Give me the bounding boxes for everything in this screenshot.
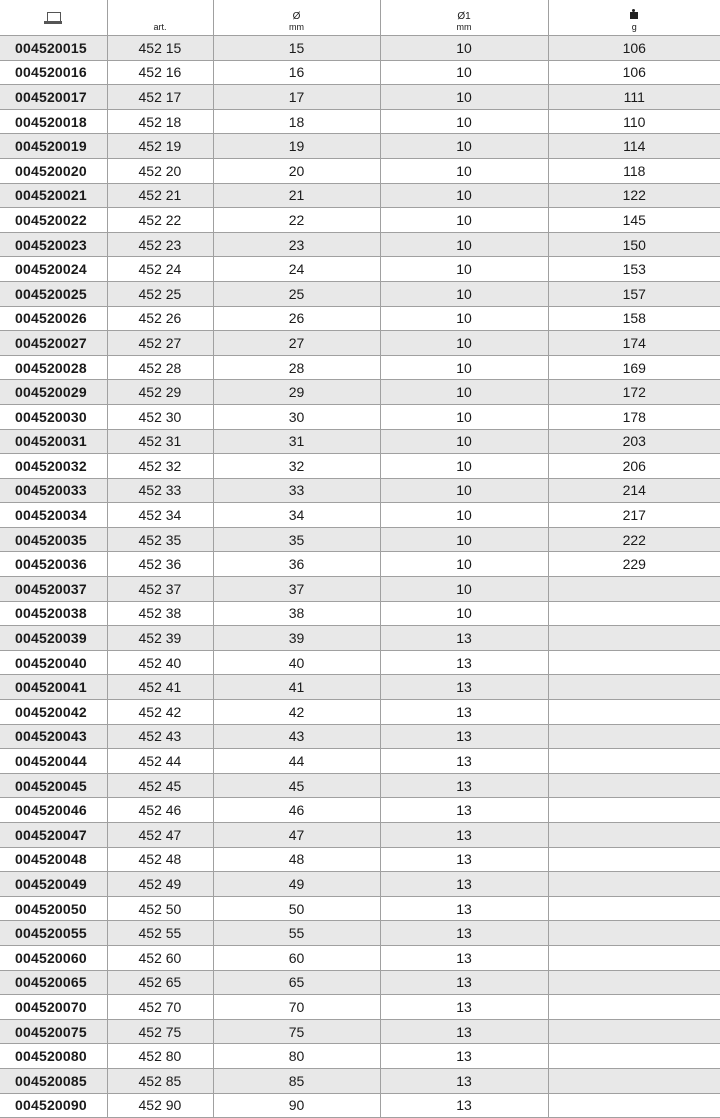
table-row (0, 872, 720, 897)
cell-code: 004520031 (0, 429, 107, 454)
cell-diameter1: 10 (380, 527, 548, 552)
cell-code: 004520023 (0, 232, 107, 257)
cell-code: 004520070 (0, 995, 107, 1020)
table-row (0, 650, 720, 675)
cell-diameter1: 13 (380, 700, 548, 725)
header-row (0, 0, 720, 36)
table-row (0, 454, 720, 479)
header-diameter-symbol: Ø (214, 11, 380, 22)
cell-diameter: 35 (213, 527, 380, 552)
cell-diameter: 90 (213, 1093, 380, 1118)
header-weight (548, 0, 720, 36)
cell-diameter: 25 (213, 281, 380, 306)
cell-code: 004520041 (0, 675, 107, 700)
cell-diameter: 60 (213, 945, 380, 970)
cell-art: 452 90 (107, 1093, 213, 1118)
cell-weight: 122 (548, 183, 720, 208)
table-body (0, 36, 720, 1118)
cell-code: 004520022 (0, 208, 107, 233)
cell-code: 004520038 (0, 601, 107, 626)
cell-weight (548, 700, 720, 725)
cell-diameter: 15 (213, 36, 380, 61)
cell-weight: 118 (548, 158, 720, 183)
cell-weight (548, 650, 720, 675)
cell-code: 004520027 (0, 331, 107, 356)
cell-diameter1: 13 (380, 1019, 548, 1044)
cell-diameter1: 10 (380, 183, 548, 208)
cell-code: 004520048 (0, 847, 107, 872)
cell-diameter1: 10 (380, 577, 548, 602)
cell-art: 452 43 (107, 724, 213, 749)
cell-weight: 229 (548, 552, 720, 577)
cell-diameter: 45 (213, 773, 380, 798)
cell-art: 452 27 (107, 331, 213, 356)
cell-diameter1: 13 (380, 1068, 548, 1093)
cell-weight (548, 626, 720, 651)
cell-code: 004520028 (0, 355, 107, 380)
cell-weight: 217 (548, 503, 720, 528)
cell-art: 452 32 (107, 454, 213, 479)
cell-diameter: 46 (213, 798, 380, 823)
cell-diameter: 34 (213, 503, 380, 528)
cell-code: 004520042 (0, 700, 107, 725)
cell-diameter: 85 (213, 1068, 380, 1093)
cell-diameter: 49 (213, 872, 380, 897)
cell-weight (548, 995, 720, 1020)
table-row (0, 109, 720, 134)
table-row (0, 724, 720, 749)
cell-diameter: 55 (213, 921, 380, 946)
cell-diameter: 31 (213, 429, 380, 454)
cell-diameter1: 10 (380, 85, 548, 110)
table-row (0, 970, 720, 995)
cell-diameter1: 13 (380, 1044, 548, 1069)
cell-art: 452 29 (107, 380, 213, 405)
cell-art: 452 33 (107, 478, 213, 503)
cell-code: 004520046 (0, 798, 107, 823)
table-row (0, 232, 720, 257)
cell-code: 004520020 (0, 158, 107, 183)
cell-diameter: 16 (213, 60, 380, 85)
table-row (0, 896, 720, 921)
cell-weight (548, 970, 720, 995)
cell-weight: 150 (548, 232, 720, 257)
cell-code: 004520060 (0, 945, 107, 970)
table-row (0, 503, 720, 528)
cell-weight: 174 (548, 331, 720, 356)
cell-weight (548, 773, 720, 798)
cell-weight (548, 921, 720, 946)
cell-diameter: 17 (213, 85, 380, 110)
cell-weight: 214 (548, 478, 720, 503)
cell-weight: 157 (548, 281, 720, 306)
cell-weight: 114 (548, 134, 720, 159)
cell-code: 004520043 (0, 724, 107, 749)
cell-code: 004520021 (0, 183, 107, 208)
cell-diameter: 24 (213, 257, 380, 282)
cell-diameter: 20 (213, 158, 380, 183)
cell-code: 004520018 (0, 109, 107, 134)
table-row (0, 773, 720, 798)
cell-diameter: 19 (213, 134, 380, 159)
cell-art: 452 35 (107, 527, 213, 552)
cell-code: 004520024 (0, 257, 107, 282)
cell-weight: 106 (548, 36, 720, 61)
cell-diameter: 75 (213, 1019, 380, 1044)
cell-art: 452 47 (107, 823, 213, 848)
computer-icon (44, 12, 62, 24)
cell-weight: 110 (548, 109, 720, 134)
table-row (0, 158, 720, 183)
cell-diameter1: 10 (380, 281, 548, 306)
cell-art: 452 65 (107, 970, 213, 995)
cell-weight: 172 (548, 380, 720, 405)
cell-weight (548, 896, 720, 921)
cell-diameter1: 13 (380, 823, 548, 848)
cell-code: 004520075 (0, 1019, 107, 1044)
cell-diameter: 65 (213, 970, 380, 995)
cell-weight (548, 1093, 720, 1118)
table-row (0, 85, 720, 110)
cell-code: 004520033 (0, 478, 107, 503)
table-header (0, 0, 720, 36)
cell-code: 004520080 (0, 1044, 107, 1069)
cell-weight (548, 945, 720, 970)
cell-weight: 222 (548, 527, 720, 552)
table-row (0, 823, 720, 848)
cell-weight: 153 (548, 257, 720, 282)
cell-code: 004520040 (0, 650, 107, 675)
table-row (0, 1044, 720, 1069)
cell-art: 452 17 (107, 85, 213, 110)
cell-diameter1: 13 (380, 970, 548, 995)
table-row (0, 429, 720, 454)
table-row (0, 675, 720, 700)
cell-art: 452 24 (107, 257, 213, 282)
cell-diameter: 29 (213, 380, 380, 405)
cell-weight (548, 1019, 720, 1044)
cell-code: 004520037 (0, 577, 107, 602)
cell-art: 452 34 (107, 503, 213, 528)
cell-code: 004520049 (0, 872, 107, 897)
cell-diameter1: 13 (380, 1093, 548, 1118)
cell-art: 452 22 (107, 208, 213, 233)
cell-code: 004520039 (0, 626, 107, 651)
cell-code: 004520047 (0, 823, 107, 848)
cell-art: 452 44 (107, 749, 213, 774)
cell-diameter1: 10 (380, 158, 548, 183)
cell-diameter1: 13 (380, 896, 548, 921)
cell-diameter: 21 (213, 183, 380, 208)
cell-diameter: 26 (213, 306, 380, 331)
cell-diameter1: 10 (380, 552, 548, 577)
cell-weight (548, 847, 720, 872)
cell-code: 004520034 (0, 503, 107, 528)
cell-art: 452 45 (107, 773, 213, 798)
cell-weight: 106 (548, 60, 720, 85)
cell-diameter1: 10 (380, 380, 548, 405)
cell-art: 452 42 (107, 700, 213, 725)
cell-diameter: 33 (213, 478, 380, 503)
table-row (0, 134, 720, 159)
cell-diameter1: 13 (380, 872, 548, 897)
cell-diameter: 43 (213, 724, 380, 749)
table-row (0, 798, 720, 823)
table-row (0, 1068, 720, 1093)
cell-diameter: 38 (213, 601, 380, 626)
cell-diameter1: 13 (380, 847, 548, 872)
cell-code: 004520030 (0, 404, 107, 429)
table-row (0, 257, 720, 282)
cell-code: 004520044 (0, 749, 107, 774)
cell-code: 004520090 (0, 1093, 107, 1118)
cell-diameter: 44 (213, 749, 380, 774)
cell-weight: 203 (548, 429, 720, 454)
table-row (0, 626, 720, 651)
cell-weight: 169 (548, 355, 720, 380)
table-row (0, 281, 720, 306)
cell-code: 004520017 (0, 85, 107, 110)
cell-diameter: 80 (213, 1044, 380, 1069)
table-row (0, 527, 720, 552)
cell-diameter1: 10 (380, 429, 548, 454)
cell-weight (548, 1068, 720, 1093)
cell-diameter: 37 (213, 577, 380, 602)
cell-diameter1: 13 (380, 773, 548, 798)
cell-diameter1: 10 (380, 60, 548, 85)
cell-art: 452 21 (107, 183, 213, 208)
header-code (0, 0, 107, 36)
table-row (0, 331, 720, 356)
cell-weight (548, 577, 720, 602)
cell-diameter1: 13 (380, 995, 548, 1020)
cell-diameter: 22 (213, 208, 380, 233)
table-row (0, 601, 720, 626)
cell-diameter1: 13 (380, 921, 548, 946)
cell-diameter: 70 (213, 995, 380, 1020)
cell-diameter1: 13 (380, 798, 548, 823)
cell-code: 004520019 (0, 134, 107, 159)
cell-diameter: 18 (213, 109, 380, 134)
cell-art: 452 28 (107, 355, 213, 380)
cell-diameter: 48 (213, 847, 380, 872)
cell-art: 452 60 (107, 945, 213, 970)
header-diameter (213, 0, 380, 36)
cell-art: 452 75 (107, 1019, 213, 1044)
cell-weight: 145 (548, 208, 720, 233)
cell-diameter: 32 (213, 454, 380, 479)
cell-diameter1: 10 (380, 306, 548, 331)
cell-art: 452 41 (107, 675, 213, 700)
cell-diameter: 50 (213, 896, 380, 921)
table-row (0, 577, 720, 602)
cell-diameter1: 10 (380, 601, 548, 626)
table-row (0, 36, 720, 61)
table-row (0, 355, 720, 380)
cell-diameter1: 10 (380, 478, 548, 503)
cell-art: 452 80 (107, 1044, 213, 1069)
cell-art: 452 85 (107, 1068, 213, 1093)
cell-art: 452 37 (107, 577, 213, 602)
cell-art: 452 50 (107, 896, 213, 921)
cell-diameter: 28 (213, 355, 380, 380)
cell-diameter1: 10 (380, 404, 548, 429)
cell-art: 452 40 (107, 650, 213, 675)
cell-code: 004520055 (0, 921, 107, 946)
table-row (0, 995, 720, 1020)
cell-weight (548, 601, 720, 626)
header-diameter1-unit: mm (381, 22, 548, 35)
cell-art: 452 19 (107, 134, 213, 159)
table-row (0, 749, 720, 774)
cell-weight: 158 (548, 306, 720, 331)
weight-icon (630, 9, 638, 19)
cell-art: 452 39 (107, 626, 213, 651)
cell-art: 452 31 (107, 429, 213, 454)
cell-art: 452 70 (107, 995, 213, 1020)
cell-diameter1: 10 (380, 331, 548, 356)
cell-code: 004520050 (0, 896, 107, 921)
cell-code: 004520035 (0, 527, 107, 552)
cell-art: 452 38 (107, 601, 213, 626)
cell-diameter1: 10 (380, 454, 548, 479)
cell-code: 004520085 (0, 1068, 107, 1093)
cell-diameter: 42 (213, 700, 380, 725)
cell-art: 452 55 (107, 921, 213, 946)
cell-art: 452 23 (107, 232, 213, 257)
table-row (0, 1019, 720, 1044)
cell-diameter1: 10 (380, 36, 548, 61)
cell-code: 004520045 (0, 773, 107, 798)
table-row (0, 847, 720, 872)
cell-diameter1: 10 (380, 503, 548, 528)
cell-weight (548, 675, 720, 700)
cell-diameter1: 10 (380, 134, 548, 159)
cell-weight (548, 872, 720, 897)
header-weight-unit: g (549, 22, 720, 35)
cell-weight: 111 (548, 85, 720, 110)
header-diameter-unit: mm (214, 22, 380, 35)
cell-code: 004520029 (0, 380, 107, 405)
cell-diameter1: 13 (380, 749, 548, 774)
cell-weight (548, 823, 720, 848)
cell-weight: 206 (548, 454, 720, 479)
cell-weight (548, 1044, 720, 1069)
cell-diameter: 27 (213, 331, 380, 356)
cell-diameter: 23 (213, 232, 380, 257)
cell-art: 452 15 (107, 36, 213, 61)
table-row (0, 945, 720, 970)
cell-diameter1: 13 (380, 675, 548, 700)
cell-diameter: 40 (213, 650, 380, 675)
cell-diameter1: 13 (380, 724, 548, 749)
cell-code: 004520015 (0, 36, 107, 61)
cell-diameter: 30 (213, 404, 380, 429)
header-diameter1-symbol: Ø1 (381, 11, 548, 22)
cell-diameter1: 10 (380, 257, 548, 282)
table-row (0, 183, 720, 208)
cell-diameter1: 10 (380, 355, 548, 380)
header-art-label: art. (108, 22, 213, 35)
cell-diameter: 41 (213, 675, 380, 700)
cell-diameter1: 10 (380, 208, 548, 233)
cell-art: 452 25 (107, 281, 213, 306)
table-row (0, 478, 720, 503)
table-row (0, 208, 720, 233)
cell-art: 452 16 (107, 60, 213, 85)
cell-art: 452 20 (107, 158, 213, 183)
cell-art: 452 30 (107, 404, 213, 429)
cell-diameter1: 13 (380, 945, 548, 970)
cell-art: 452 26 (107, 306, 213, 331)
cell-diameter: 36 (213, 552, 380, 577)
cell-code: 004520025 (0, 281, 107, 306)
cell-diameter1: 13 (380, 650, 548, 675)
cell-diameter1: 10 (380, 109, 548, 134)
table-row (0, 60, 720, 85)
cell-code: 004520036 (0, 552, 107, 577)
cell-art: 452 36 (107, 552, 213, 577)
table-row (0, 552, 720, 577)
table-row (0, 1093, 720, 1118)
table-row (0, 404, 720, 429)
cell-art: 452 48 (107, 847, 213, 872)
table-row (0, 306, 720, 331)
cell-diameter1: 10 (380, 232, 548, 257)
cell-diameter1: 13 (380, 626, 548, 651)
cell-diameter: 47 (213, 823, 380, 848)
header-art (107, 0, 213, 36)
table-row (0, 700, 720, 725)
cell-weight (548, 798, 720, 823)
cell-code: 004520016 (0, 60, 107, 85)
cell-code: 004520026 (0, 306, 107, 331)
cell-weight (548, 724, 720, 749)
cell-art: 452 46 (107, 798, 213, 823)
cell-diameter: 39 (213, 626, 380, 651)
cell-weight (548, 749, 720, 774)
cell-code: 004520065 (0, 970, 107, 995)
header-diameter1 (380, 0, 548, 36)
table-row (0, 380, 720, 405)
cell-art: 452 18 (107, 109, 213, 134)
cell-code: 004520032 (0, 454, 107, 479)
cell-art: 452 49 (107, 872, 213, 897)
cell-weight: 178 (548, 404, 720, 429)
table-row (0, 921, 720, 946)
